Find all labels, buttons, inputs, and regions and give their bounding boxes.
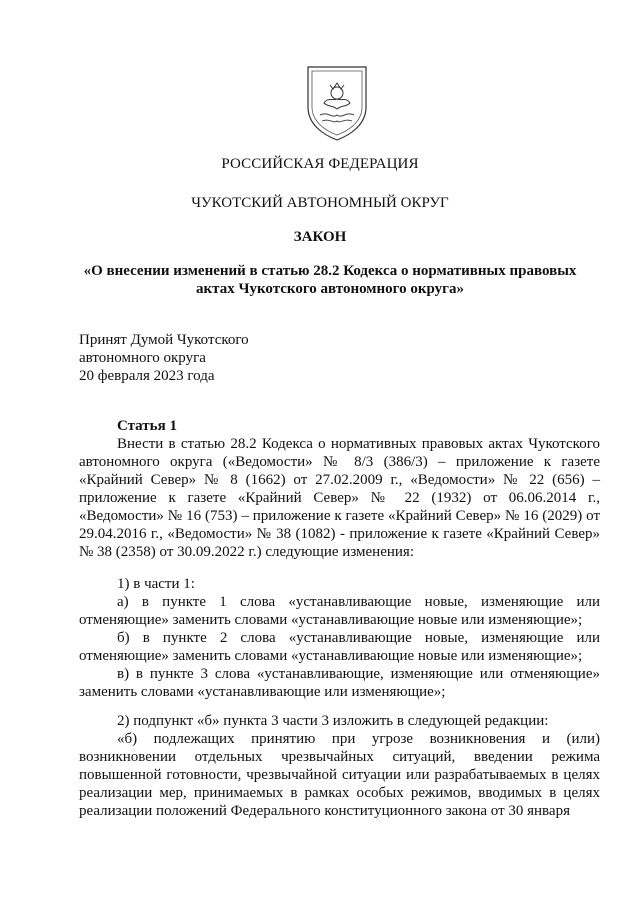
- law-title-line: актах Чукотского автономного округа»: [196, 281, 464, 297]
- paragraph: 1) в части 1:: [117, 576, 195, 592]
- part-1: [79, 575, 600, 701]
- part-2: [79, 712, 600, 820]
- doc-type-heading: ЗАКОН: [293, 229, 347, 245]
- paragraph: 2) подпункт «б» пункта 3 части 3 изложить в следующей редакции:: [117, 713, 549, 729]
- paragraph: а) в пункте 1 слова «устанавливающие новые, изменяющие или отменяющие» заменить словами «устанавливающие новые или изменяющие»;: [79, 594, 600, 628]
- paragraph: б) в пункте 2 слова «устанавливающие новые, изменяющие или отменяющие» заменить словами «устанавливающие новые или изменяющие»;: [79, 630, 600, 664]
- coat-of-arms-icon: [304, 63, 370, 143]
- law-title-line: «О внесении изменений в статью 28.2 Кодекса о нормативных правовых: [83, 263, 577, 279]
- paragraph: Внести в статью 28.2 Кодекса о нормативных правовых актах Чукотского автономного округа («Ведомости» № 8/3 (386/3) – приложение к газете «Крайний Север» № 8 (1662) от 27.02.2009 г., «Ведомости» № 22 (656) – приложение к газете «Крайний Север» № 22 (1932) от 06.06.2014 г., «Ведомости» № 16 (753) – приложение к газете «Крайний Север» № 16 (2029) от 29.04.2016 г., «Ведомости» № 38 (1082) - приложение к газете «Крайний Север» № 38 (2358) от 30.09.2022 г.) следующие изменения:: [79, 436, 600, 560]
- adoption-line: автономного округа: [79, 350, 206, 366]
- law-title: [60, 262, 600, 298]
- article-heading: Статья 1: [117, 418, 177, 434]
- adoption-line: Принят Думой Чукотского: [79, 332, 249, 348]
- country-heading: РОССИЙСКАЯ ФЕДЕРАЦИЯ: [221, 156, 419, 172]
- adoption-date: 20 февраля 2023 года: [79, 368, 215, 384]
- paragraph: в) в пункте 3 слова «устанавливающие, изменяющие или отменяющие» заменить словами «устанавливающие или изменяющие»;: [79, 666, 600, 700]
- adoption-block: [79, 331, 249, 385]
- region-heading: ЧУКОТСКИЙ АВТОНОМНЫЙ ОКРУГ: [191, 195, 449, 211]
- paragraph: «б) подлежащих принятию при угрозе возникновения и (или) возникновении отдельных чрезвычайных ситуаций, введении режима повышенной готовности, чрезвычайной ситуации или разрабатываемых в целях реализации мер, принимаемых в рамках особых режимов, вводимых в целях реализации положений Федерального конституционного закона от 30 января: [79, 731, 600, 819]
- article-intro: [79, 435, 600, 561]
